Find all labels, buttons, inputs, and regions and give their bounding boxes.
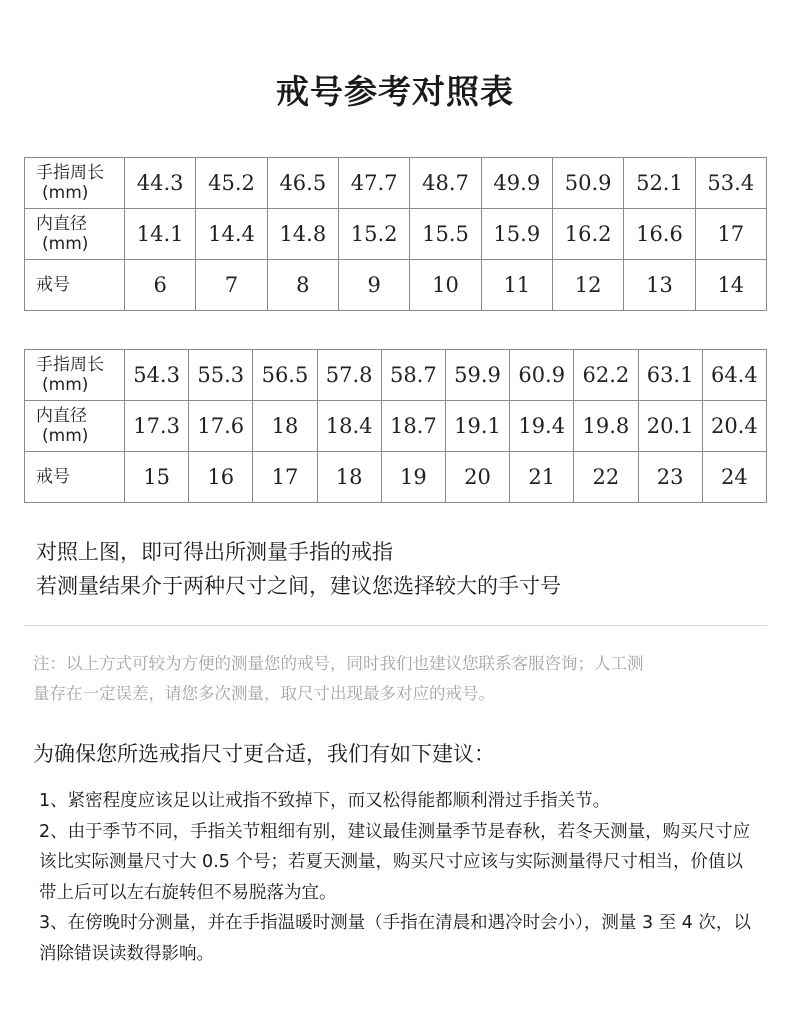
note-line: 注：以上方式可较为方便的测量您的戒号，同时我们也建议您联系客服咨询；人工测 <box>33 654 644 673</box>
table-cell: 46.5 <box>267 158 338 209</box>
table-cell: 45.2 <box>196 158 267 209</box>
table-row-ring-size <box>25 260 767 311</box>
row-label: 手指周长 <box>36 355 104 375</box>
table-cell: 60.9 <box>510 350 574 401</box>
row-header <box>25 209 125 260</box>
table-cell: 19 <box>381 452 445 503</box>
table-cell: 19.8 <box>574 401 638 452</box>
page-title: 戒号参考对照表 <box>276 72 514 111</box>
table-cell: 21 <box>510 452 574 503</box>
table-cell: 14.8 <box>267 209 338 260</box>
table-cell: 18 <box>317 452 381 503</box>
row-unit: (mm) <box>42 426 89 446</box>
note-line: 量存在一定误差，请您多次测量，取尺寸出现最多对应的戒号。 <box>33 684 495 703</box>
table-cell: 10 <box>410 260 481 311</box>
table-cell: 19.1 <box>445 401 509 452</box>
table-cell: 54.3 <box>125 350 189 401</box>
table-cell: 55.3 <box>189 350 253 401</box>
table-cell: 13 <box>624 260 695 311</box>
row-header <box>25 260 125 311</box>
table-cell: 14.1 <box>125 209 196 260</box>
table-cell: 44.3 <box>125 158 196 209</box>
table-cell: 64.4 <box>702 350 766 401</box>
row-header <box>25 452 125 503</box>
advice-item: 1、紧密程度应该足以让戒指不致掉下，而又松得能都顺利滑过手指关节。 <box>39 791 611 811</box>
table-cell: 15.9 <box>481 209 552 260</box>
table-cell: 18.4 <box>317 401 381 452</box>
table-cell: 24 <box>702 452 766 503</box>
row-label: 内直径 <box>36 214 87 234</box>
ring-size-table-1 <box>24 157 767 311</box>
table-row-inner-diameter <box>25 209 767 260</box>
table-cell: 19.4 <box>510 401 574 452</box>
table-cell: 9 <box>338 260 409 311</box>
divider <box>24 625 767 626</box>
table-cell: 20 <box>445 452 509 503</box>
table-row-inner-diameter <box>25 401 767 452</box>
row-header <box>25 401 125 452</box>
table-cell: 14.4 <box>196 209 267 260</box>
instruction-line: 对照上图，即可得出所测量手指的戒指 <box>36 540 393 564</box>
instructions <box>36 535 561 603</box>
table-cell: 62.2 <box>574 350 638 401</box>
row-label: 戒号 <box>36 467 70 487</box>
row-header <box>25 350 125 401</box>
table-cell: 11 <box>481 260 552 311</box>
table-row-circumference <box>25 158 767 209</box>
table-cell: 23 <box>638 452 702 503</box>
table-cell: 6 <box>125 260 196 311</box>
instruction-line: 若测量结果介于两种尺寸之间，建议您选择较大的手寸号 <box>36 574 561 598</box>
row-unit: (mm) <box>42 234 89 254</box>
row-label: 戒号 <box>36 275 70 295</box>
table-row-ring-size <box>25 452 767 503</box>
table-cell: 16.6 <box>624 209 695 260</box>
table-cell: 50.9 <box>552 158 623 209</box>
table-cell: 18.7 <box>381 401 445 452</box>
note <box>33 649 755 709</box>
table-cell: 14 <box>695 260 766 311</box>
table-cell: 58.7 <box>381 350 445 401</box>
table-cell: 17.3 <box>125 401 189 452</box>
table-cell: 18 <box>253 401 317 452</box>
table-cell: 59.9 <box>445 350 509 401</box>
row-unit: (mm) <box>42 183 89 203</box>
row-label: 手指周长 <box>36 163 104 183</box>
table-cell: 17.6 <box>189 401 253 452</box>
table-cell: 15.5 <box>410 209 481 260</box>
advice-heading: 为确保您所选戒指尺寸更合适，我们有如下建议： <box>33 742 495 766</box>
table-cell: 53.4 <box>695 158 766 209</box>
advice-item: 3、在傍晚时分测量，并在手指温暖时测量（手指在清晨和遇冷时会小），测量 3 至 4 次，以消除错误读数得影响。 <box>39 913 751 964</box>
table-cell: 7 <box>196 260 267 311</box>
table-cell: 16.2 <box>552 209 623 260</box>
table-cell: 20.1 <box>638 401 702 452</box>
row-unit: (mm) <box>42 375 89 395</box>
row-header <box>25 158 125 209</box>
table-cell: 15.2 <box>338 209 409 260</box>
table-cell: 20.4 <box>702 401 766 452</box>
table-cell: 22 <box>574 452 638 503</box>
table-cell: 16 <box>189 452 253 503</box>
table-cell: 57.8 <box>317 350 381 401</box>
table-cell: 56.5 <box>253 350 317 401</box>
table-cell: 8 <box>267 260 338 311</box>
table-cell: 17 <box>695 209 766 260</box>
ring-size-table-2 <box>24 349 767 503</box>
table-cell: 49.9 <box>481 158 552 209</box>
table-cell: 12 <box>552 260 623 311</box>
advice-list <box>39 786 751 969</box>
table-row-circumference <box>25 350 767 401</box>
table-cell: 47.7 <box>338 158 409 209</box>
table-cell: 63.1 <box>638 350 702 401</box>
table-cell: 52.1 <box>624 158 695 209</box>
table-cell: 17 <box>253 452 317 503</box>
table-cell: 48.7 <box>410 158 481 209</box>
table-cell: 15 <box>125 452 189 503</box>
row-label: 内直径 <box>36 406 87 426</box>
advice-item: 2、由于季节不同，手指关节粗细有别，建议最佳测量季节是春秋，若冬天测量，购买尺寸应该比实际测量尺寸大 0.5 个号；若夏天测量，购买尺寸应该与实际测量得尺寸相当，价值以带上后可以左右旋转但不易脱落为宜。 <box>39 821 751 903</box>
